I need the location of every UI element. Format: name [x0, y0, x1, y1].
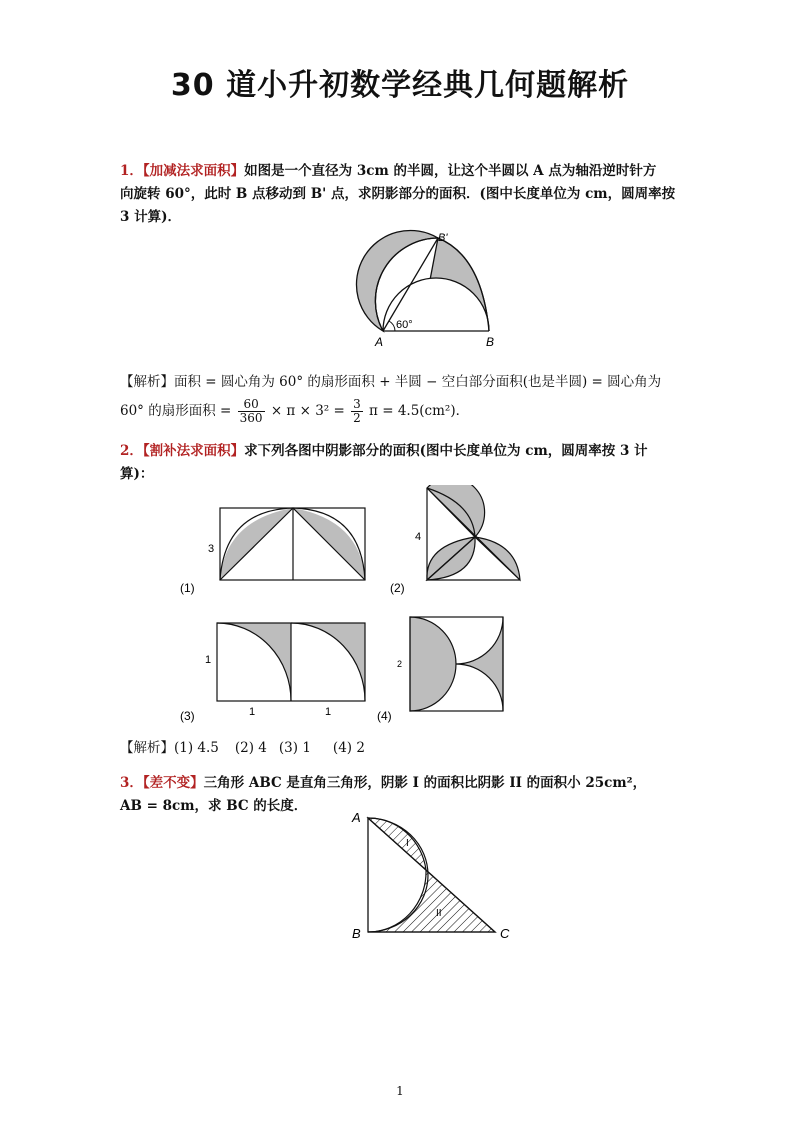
q2-figure-1: [175, 500, 370, 600]
q2-answer-2: (2) 4: [234, 740, 267, 756]
q1-frac1-den: 360: [239, 411, 263, 425]
q2-fig3-dim-bottom2: 1: [325, 706, 332, 718]
q1-figure: [350, 228, 510, 352]
q2-fig1-label: (1): [180, 581, 195, 595]
q3-label-b: B: [352, 926, 361, 941]
q2-fig1-dim: 3: [208, 543, 215, 555]
q2-fig2-label: (2): [390, 581, 405, 595]
q1-label-a: A: [375, 335, 384, 349]
q2-line2: 算)：: [120, 466, 154, 482]
q2-tag: 【割补法求面积】: [142, 443, 245, 459]
q2-fig4-dim: 2: [397, 659, 403, 669]
q1-fraction-1: [238, 398, 265, 425]
q1-label-bprime: B': [438, 232, 448, 244]
q1-frac2-num: 3: [353, 397, 361, 411]
q1-solution-line1: 面积 = 圆心角为 60° 的扇形面积 + 半圆 − 空白部分面积(也是半圆) = 圆心角为: [174, 374, 662, 390]
q1-frac1-num: 60: [238, 398, 265, 412]
page-number: 1: [396, 1084, 404, 1098]
page-title: 30 道小升初数学经典几何题解析: [170, 68, 630, 103]
q3-label-c: C: [500, 926, 510, 941]
q2-line1: 求下列各图中阴影部分的面积(图中长度单位为 cm，圆周率按 3 计: [244, 443, 648, 459]
q1-solution-end: π = 4.5(cm²)．: [369, 403, 470, 419]
q1-line3: 3 计算)．: [120, 209, 181, 225]
q2-fig4-label: (4): [377, 709, 392, 723]
q1-line1: 如图是一个直径为 3cm 的半圆，让这个半圆以 A 点为轴沿逆时针方: [244, 163, 657, 179]
q2-answer-1: (1) 4.5: [174, 740, 219, 756]
q1-number: 1．: [120, 163, 143, 179]
q3-region-2: [368, 870, 495, 932]
q1-fraction-2: [351, 398, 363, 425]
q1-solution-mid: × π × 3² =: [270, 403, 345, 419]
q1-line2: 向旋转 60°，此时 B 点移动到 B' 点，求阴影部分的面积．(图中长度单位为 cm，圆周率按: [120, 186, 676, 202]
q3-number: 3．: [120, 775, 143, 791]
q3-label-a: A: [352, 810, 361, 825]
q1-frac2-den: 2: [353, 411, 361, 425]
q2-figure-4: [375, 612, 510, 724]
q2-fig2-dim: 4: [415, 531, 422, 543]
q2-answer-4: (4) 2: [332, 740, 365, 756]
q3-figure: [340, 808, 520, 948]
q1-text: [120, 160, 690, 229]
q1-tag: 【加减法求面积】: [142, 163, 245, 179]
q3-region-1-label: I: [406, 838, 409, 849]
q2-figure-2: [385, 485, 525, 595]
q1-solution-label: 【解析】: [120, 374, 174, 390]
q2-solution: [120, 736, 690, 760]
q3-line1: 三角形 ABC 是直角三角形，阴影 I 的面积比阴影 II 的面积小 25cm²，: [203, 775, 647, 791]
q3-region-2-label: II: [436, 908, 442, 919]
q2-answer-3: (3) 1: [278, 740, 311, 756]
q2-text: [120, 440, 690, 486]
q1-angle-label: 60°: [396, 319, 413, 331]
q1-solution-line2: 60° 的扇形面积 =: [120, 403, 232, 419]
q2-solution-label: 【解析】: [120, 740, 174, 756]
q3-line2: AB = 8cm，求 BC 的长度．: [120, 798, 308, 814]
q2-fig3-dim-bottom1: 1: [249, 706, 256, 718]
q2-figure-3: [175, 615, 370, 725]
q2-fig3-dim-side: 1: [205, 654, 212, 666]
q1-solution: [120, 370, 690, 425]
q2-number: 2．: [120, 443, 143, 459]
q1-label-b: B: [486, 335, 495, 349]
q3-tag: 【差不变】: [142, 775, 204, 791]
q2-fig3-label: (3): [180, 709, 195, 723]
